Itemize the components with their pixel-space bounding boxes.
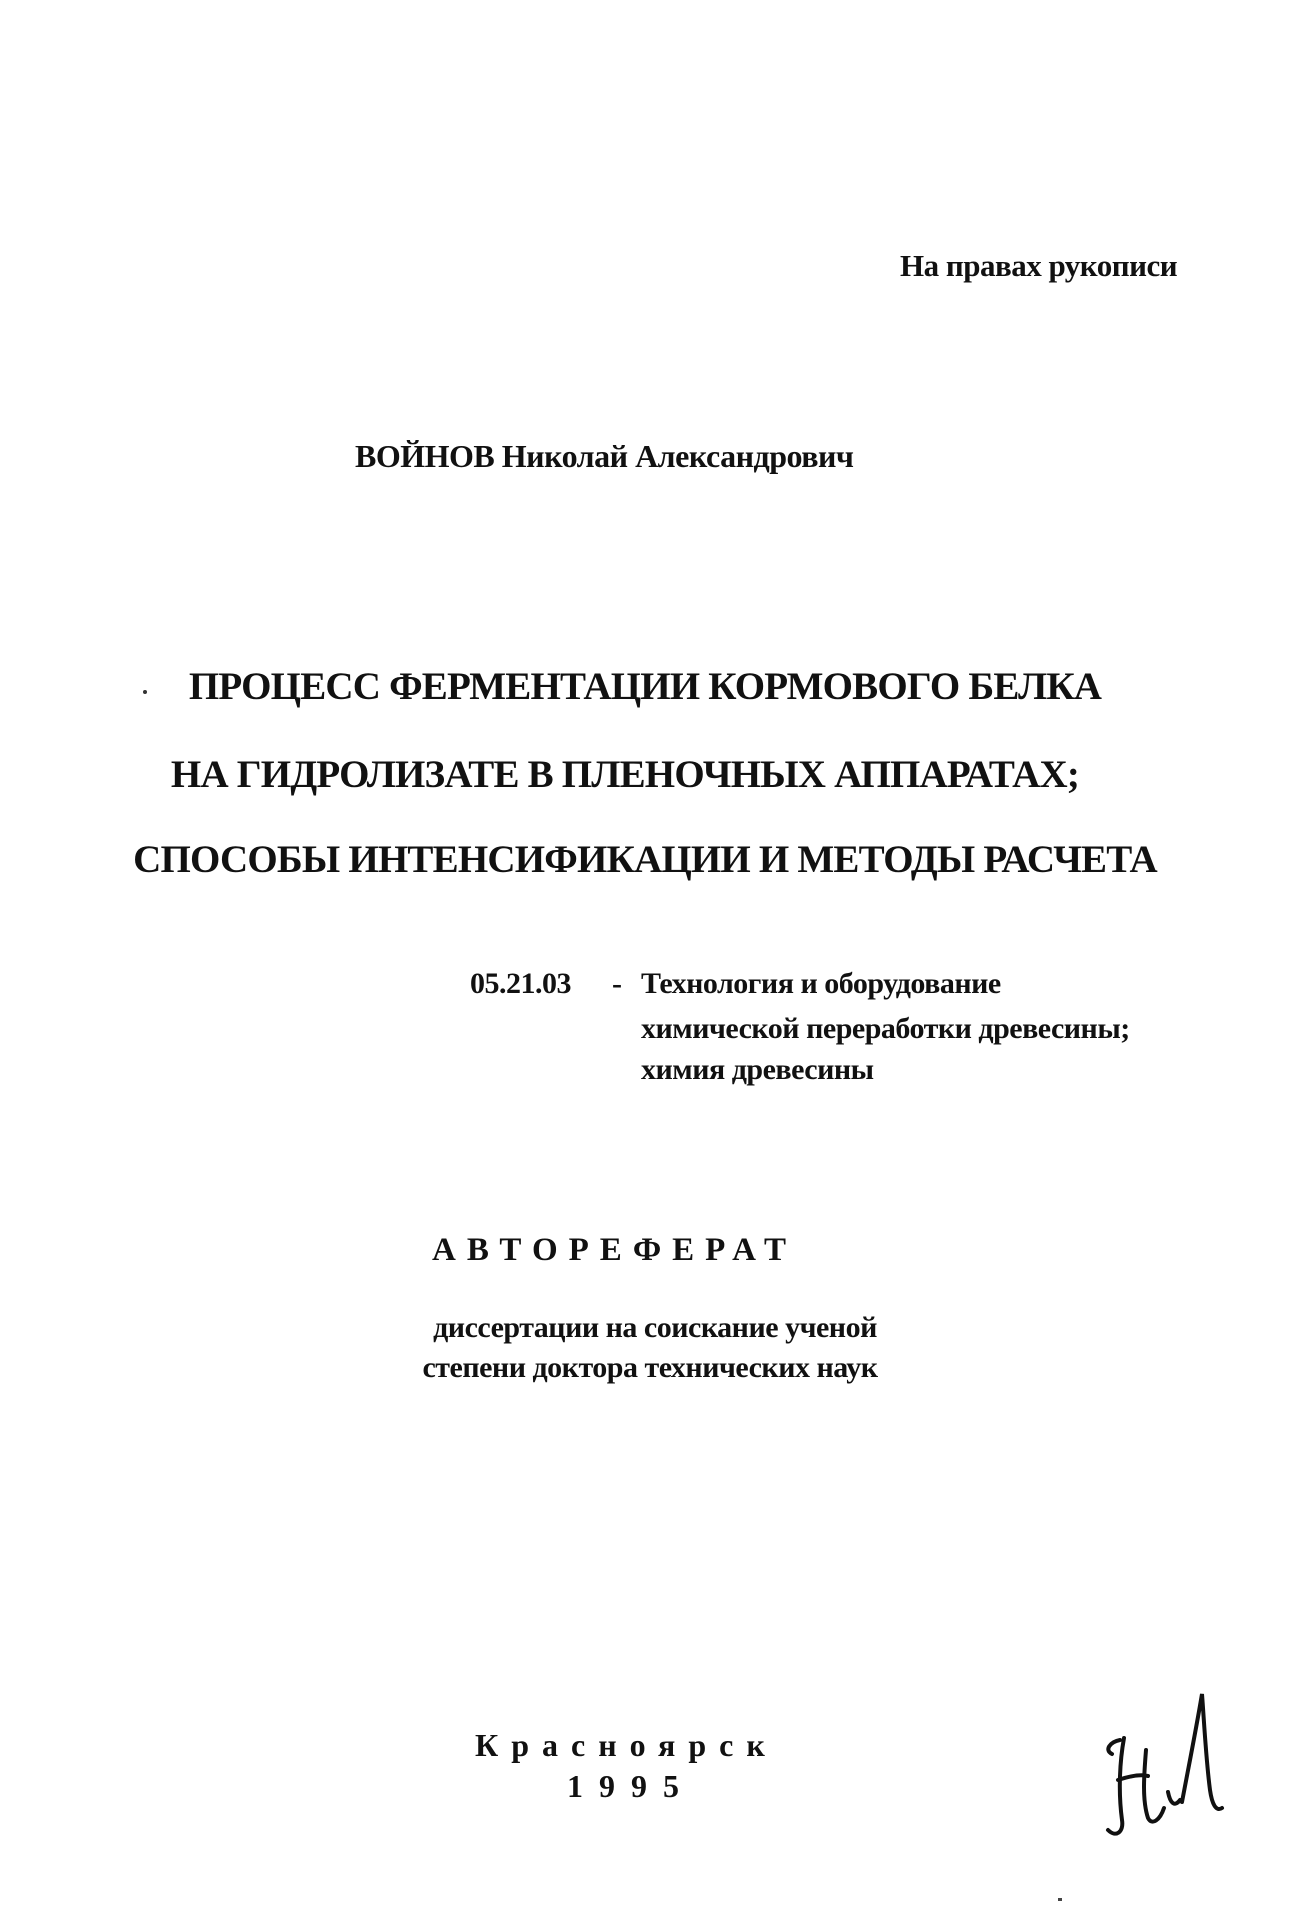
city: Красноярск bbox=[475, 1727, 778, 1763]
handwritten-signature bbox=[1090, 1680, 1240, 1850]
scan-speck bbox=[1058, 1898, 1062, 1901]
document-type: АВТОРЕФЕРАТ bbox=[432, 1232, 798, 1268]
specialty-code: 05.21.03 bbox=[470, 967, 571, 1000]
year: 1995 bbox=[567, 1768, 695, 1804]
degree-description-line-2: степени доктора технических наук bbox=[422, 1351, 878, 1384]
manuscript-note: На правах рукописи bbox=[900, 248, 1178, 283]
title-line-1: ПРОЦЕСС ФЕРМЕНТАЦИИ КОРМОВОГО БЕЛКА bbox=[188, 665, 1102, 708]
degree-description-line-1: диссертации на соискание ученой bbox=[433, 1311, 877, 1344]
specialty-line-3: химия древесины bbox=[641, 1053, 874, 1086]
title-line-3: СПОСОБЫ ИНТЕНСИФИКАЦИИ И МЕТОДЫ РАСЧЕТА bbox=[133, 838, 1157, 881]
specialty-line-1: Технология и оборудование bbox=[641, 967, 1001, 1000]
author-name: ВОЙНОВ Николай Александрович bbox=[355, 438, 854, 474]
specialty-dash: - bbox=[612, 967, 622, 1000]
title-line-2: НА ГИДРОЛИЗАТЕ В ПЛЕНОЧНЫХ АППАРАТАХ; bbox=[170, 753, 1080, 796]
specialty-line-2: химической переработки древесины; bbox=[641, 1012, 1130, 1045]
